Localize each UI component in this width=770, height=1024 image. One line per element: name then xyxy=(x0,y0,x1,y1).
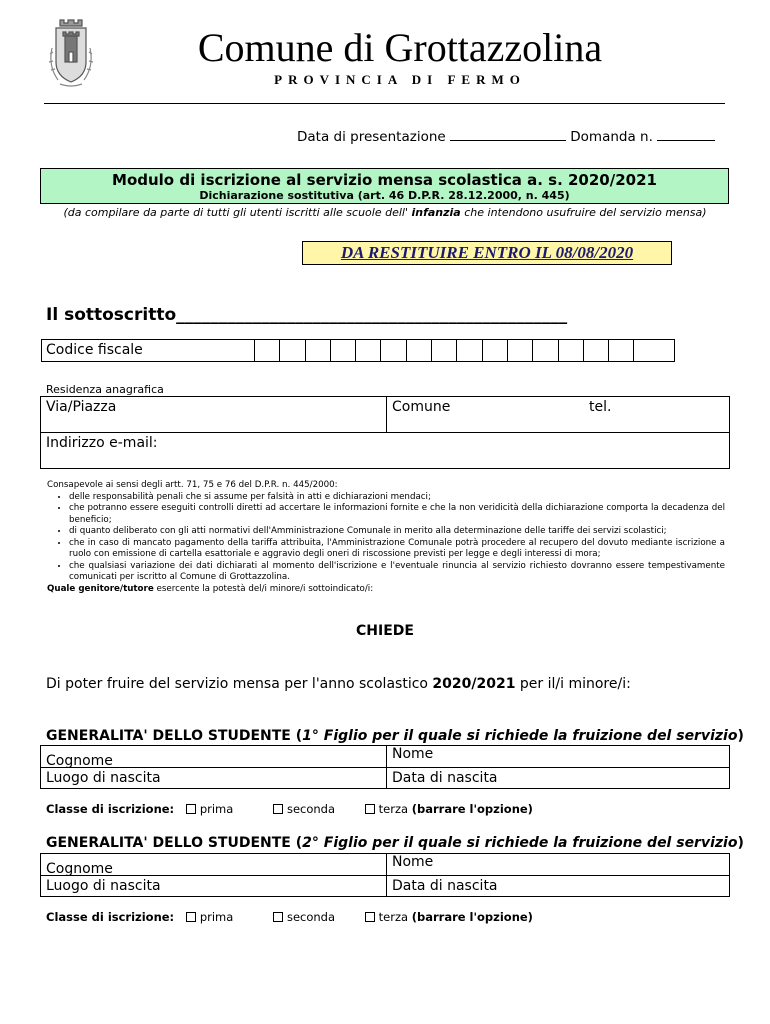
cf-cell[interactable] xyxy=(532,340,557,361)
form-note-start: (da compilare da parte di tutti gli utenti iscritti alle scuole dell' xyxy=(63,206,412,219)
cf-cell[interactable] xyxy=(583,340,608,361)
option-prima-label: prima xyxy=(199,910,234,924)
declaration-block xyxy=(47,480,725,595)
checkbox-icon[interactable] xyxy=(186,804,196,814)
option-instruction: (barrare l'opzione) xyxy=(411,910,533,924)
codice-fiscale-field xyxy=(41,339,675,362)
request-text xyxy=(46,676,631,692)
applicant-label: Il sottoscritto xyxy=(46,305,177,325)
declaration-item: • che potranno essere eseguiti controlli diretti ad accertare le informazioni fornite e che la non veridicità della dichiarazione comporta la decadenza del beneficio; xyxy=(69,503,725,526)
residence-section-label: Residenza anagrafica xyxy=(46,383,164,396)
form-title: Modulo di iscrizione al servizio mensa scolastica a. s. 2020/2021 xyxy=(112,171,657,189)
student-1-title xyxy=(46,728,744,744)
request-number-label: Domanda n. xyxy=(570,129,653,145)
cf-cell[interactable] xyxy=(254,340,279,361)
residence-table xyxy=(40,396,730,469)
codice-fiscale-label: Codice fiscale xyxy=(46,342,143,358)
declaration-item: • di quanto deliberato con gli atti normativi dell'Amministrazione Comunale in merito alla determinazione delle tariffe dei servizi scolastici; xyxy=(69,526,725,538)
declaration-list xyxy=(47,492,725,584)
province-subtitle: PROVINCIA DI FERMO xyxy=(274,72,526,87)
form-subtitle: Dichiarazione sostitutiva (art. 46 D.P.R. 28.12.2000, n. 445) xyxy=(199,189,570,202)
option-prima-label: prima xyxy=(199,802,234,816)
applicant-name-field[interactable]: ______________________________________________ xyxy=(176,305,568,325)
option-terza[interactable] xyxy=(365,910,408,924)
cognome-field[interactable]: Cognome xyxy=(46,753,113,769)
form-note-bold: infanzia xyxy=(411,206,461,219)
option-terza-label: terza xyxy=(378,910,409,924)
guardian-line xyxy=(47,584,725,596)
submission-line xyxy=(297,128,715,145)
applicant-line xyxy=(46,305,567,325)
table-hline xyxy=(41,767,729,768)
table-vline xyxy=(386,854,387,896)
request-year: 2020/2021 xyxy=(432,676,516,692)
form-note-end: che intendono usufruire del servizio mensa) xyxy=(460,206,707,219)
option-terza-label: terza xyxy=(378,802,409,816)
cf-cell[interactable] xyxy=(406,340,431,361)
student-title-italic: 1° Figlio per il quale si richiede la fruizione del servizio xyxy=(302,728,738,744)
classe-label: Classe di iscrizione: xyxy=(46,910,175,924)
tel-label[interactable]: tel. xyxy=(589,399,612,415)
cf-cell[interactable] xyxy=(355,340,380,361)
declaration-intro: Consapevole ai sensi degli artt. 71, 75 e 76 del D.P.R. n. 445/2000: xyxy=(47,480,338,490)
option-instruction: (barrare l'opzione) xyxy=(411,802,533,816)
checkbox-icon[interactable] xyxy=(365,804,375,814)
residence-row xyxy=(41,397,729,433)
cf-cell[interactable] xyxy=(380,340,405,361)
residence-divider xyxy=(386,397,387,433)
luogo-nascita-field[interactable]: Luogo di nascita xyxy=(46,770,161,786)
cf-cell[interactable] xyxy=(330,340,355,361)
option-seconda[interactable] xyxy=(273,802,335,816)
table-vline xyxy=(386,746,387,788)
email-label[interactable]: Indirizzo e-mail: xyxy=(46,435,158,451)
cf-cell[interactable] xyxy=(431,340,456,361)
luogo-nascita-field[interactable]: Luogo di nascita xyxy=(46,878,161,894)
option-seconda-label: seconda xyxy=(286,910,336,924)
student-title-suffix: ) xyxy=(737,835,744,851)
option-seconda[interactable] xyxy=(273,910,335,924)
data-nascita-field[interactable]: Data di nascita xyxy=(392,878,498,894)
student-1-class xyxy=(46,802,533,816)
cf-cell[interactable] xyxy=(507,340,532,361)
header-divider xyxy=(44,103,725,104)
page-title: Comune di Grottazzolina xyxy=(197,25,603,70)
student-title-suffix: ) xyxy=(737,728,744,744)
nome-field[interactable]: Nome xyxy=(392,854,434,870)
option-prima[interactable] xyxy=(186,802,233,816)
checkbox-icon[interactable] xyxy=(273,912,283,922)
cf-cell[interactable] xyxy=(305,340,330,361)
data-nascita-field[interactable]: Data di nascita xyxy=(392,770,498,786)
guardian-bold: Quale genitore/tutore xyxy=(47,583,154,594)
codice-fiscale-cells xyxy=(254,340,659,361)
request-text-start: Di poter fruire del servizio mensa per l'anno scolastico xyxy=(46,676,433,692)
option-seconda-label: seconda xyxy=(286,802,336,816)
form-heading-box xyxy=(40,168,729,204)
student-2-title xyxy=(46,835,744,851)
request-text-end: per il/i minore/i: xyxy=(515,676,631,692)
table-hline xyxy=(41,875,729,876)
via-label[interactable]: Via/Piazza xyxy=(46,399,117,415)
form-note xyxy=(0,206,770,219)
option-terza[interactable] xyxy=(365,802,408,816)
cf-cell[interactable] xyxy=(456,340,481,361)
guardian-rest: esercente la potestà del/i minore/i sottoindicato/i: xyxy=(153,583,374,594)
submission-date-label: Data di presentazione xyxy=(297,129,446,145)
deadline-banner: DA RESTITUIRE ENTRO IL 08/08/2020 xyxy=(302,241,672,265)
request-number-field[interactable] xyxy=(657,128,715,141)
classe-label: Classe di iscrizione: xyxy=(46,802,175,816)
cognome-field[interactable]: Cognome xyxy=(46,861,113,877)
comune-label[interactable]: Comune xyxy=(392,399,451,415)
declaration-item: • che in caso di mancato pagamento della tariffa attribuita, l'Amministrazione Comunale potrà procedere al recupero del dovuto mediante iscrizione a ruolo con emissione di cartella esattoriale e aggravio degli oneri di riscossione previsti per legge e degli interessi di mora; xyxy=(69,538,725,561)
declaration-item: • che qualsiasi variazione dei dati dichiarati al momento dell'iscrizione e l'eventuale rinuncia al servizio richiesto dovranno essere tempestivamente comunicati per iscritto al Comune di Grottazzolina. xyxy=(69,561,725,584)
cf-cell[interactable] xyxy=(482,340,507,361)
student-2-table xyxy=(40,853,730,897)
student-title-prefix: GENERALITA' DELLO STUDENTE ( xyxy=(46,728,303,744)
option-prima[interactable] xyxy=(186,910,233,924)
cf-cell[interactable] xyxy=(558,340,583,361)
nome-field[interactable]: Nome xyxy=(392,746,434,762)
declaration-item: • delle responsabilità penali che si assume per falsità in atti e dichiarazioni mendaci; xyxy=(69,492,725,504)
submission-date-field[interactable] xyxy=(450,128,566,141)
student-1-table xyxy=(40,745,730,789)
checkbox-icon[interactable] xyxy=(365,912,375,922)
checkbox-icon[interactable] xyxy=(186,912,196,922)
cf-cell[interactable] xyxy=(608,340,633,361)
student-2-class xyxy=(46,910,533,924)
student-title-prefix: GENERALITA' DELLO STUDENTE ( xyxy=(46,835,303,851)
cf-cell[interactable] xyxy=(279,340,304,361)
checkbox-icon[interactable] xyxy=(273,804,283,814)
student-title-italic: 2° Figlio per il quale si richiede la fruizione del servizio xyxy=(302,835,738,851)
request-heading: CHIEDE xyxy=(356,623,414,639)
cf-cell[interactable] xyxy=(633,340,658,361)
